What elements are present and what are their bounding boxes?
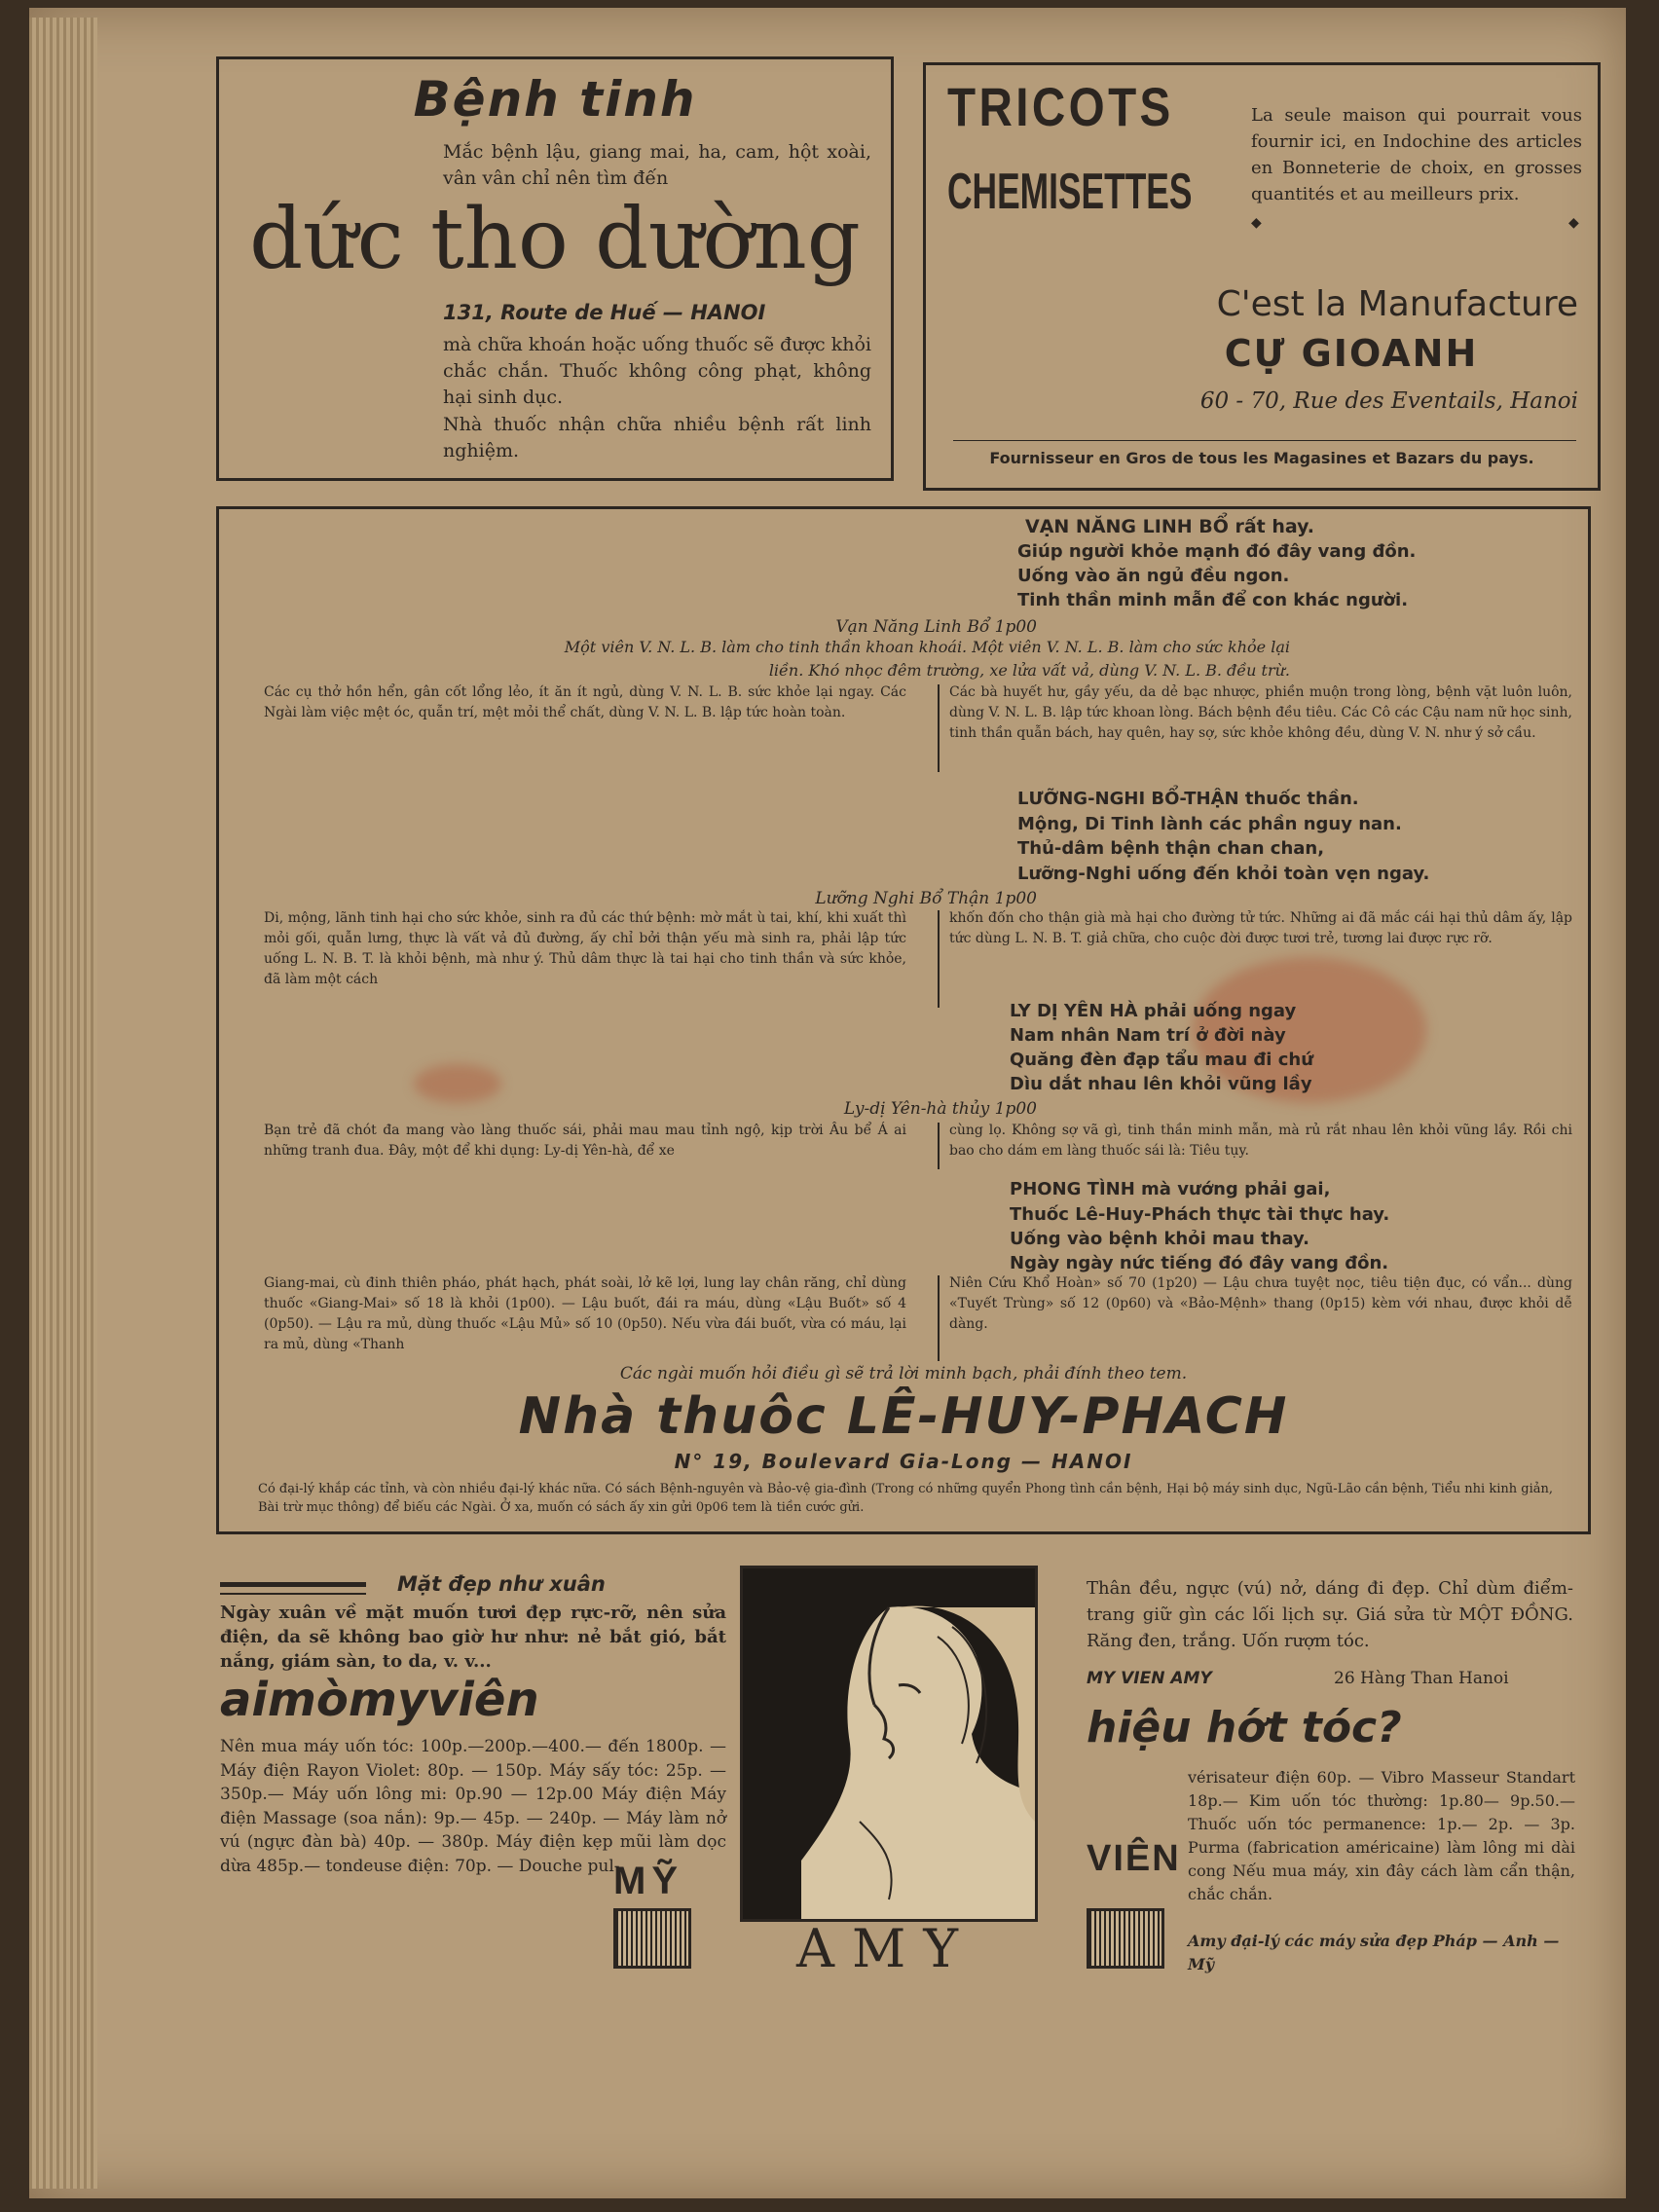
- ad4-slogan: Mặt đẹp như xuân: [397, 1572, 606, 1596]
- pt-right: Niên Cứu Khổ Hoàn» số 70 (1p20) — Lậu chưa tuyệt nọc, tiêu tiện đục, có vẩn... dùng «Tuyết Trùng» số 12 (0p60) và «Bảo-Mệnh» thang (0p15) kèm với nhau, được khỏi dễ dàng.: [949, 1275, 1572, 1332]
- vnlb-verse-1: Giúp người khỏe mạnh đó đây vang đồn.: [1017, 541, 1417, 562]
- column-divider: [938, 1275, 940, 1361]
- brand-title: Nhà thuôc LÊ-HUY-PHACH: [518, 1387, 1289, 1446]
- lnbt-signature: Lưỡng Nghi Bổ Thận 1p00: [815, 889, 1037, 908]
- ad4-brand: aimòmyviên: [220, 1673, 539, 1727]
- pt-left: Giang-mai, cù đinh thiên pháo, phát hạch, phát soài, lở kẽ lợi, lung lay chân răng, chỉ dùng thuốc «Giang-Mai» số 18 là khỏi (1p00). — Lậu buốt, đái ra máu, dùng «Lậu Buốt» số 4 (0p50). — Lậu ra mủ, dùng thuốc «Lậu Mủ» số 10 (0p50). Nếu vừa đái buốt, vừa có máu, lại ra mủ, dùng «Thanh: [264, 1275, 906, 1352]
- ad4-amy: AMY: [796, 1918, 976, 1979]
- ad2-word2: CHEMISETTES: [947, 164, 1193, 220]
- pt-heading: PHONG TÌNH mà vướng phải gai,: [1010, 1179, 1331, 1199]
- lyh-verse-3: Dìu dắt nhau lên khỏi vũng lầy: [1010, 1074, 1312, 1094]
- barcode-decoration: [1087, 1908, 1164, 1969]
- ad-tricots: [923, 62, 1601, 491]
- ad4-address-name: MY VIEN AMY: [1087, 1669, 1212, 1688]
- ad2-word1: TRICOTS: [947, 76, 1174, 137]
- lnbt-verse-2: Thủ-dâm bệnh thận chan chan,: [1017, 838, 1325, 859]
- ad4-vien: VIÊN: [1087, 1838, 1181, 1879]
- ad2-address: 60 - 70, Rue des Eventails, Hanoi: [1199, 388, 1578, 414]
- ad2-line2: CỰ GIOANH: [1224, 332, 1479, 375]
- diamond-icon: ◆: [1251, 215, 1262, 231]
- column-divider: [938, 684, 940, 772]
- ad1-body2: Nhà thuốc nhận chữa nhiều bệnh rất linh nghiệm.: [443, 414, 871, 461]
- page-edge: [29, 18, 97, 2189]
- ad1-title: Bệnh tinh: [413, 71, 697, 128]
- ad-le-huy-phach: [216, 506, 1591, 1534]
- column-divider: [938, 910, 940, 1008]
- barcode-decoration: [613, 1908, 691, 1969]
- vnlb-signature: Vạn Năng Linh Bổ 1p00: [835, 617, 1037, 637]
- ad4-right-tail: Amy đại-lý các máy sửa đẹp Pháp — Anh — Mỹ: [1188, 1932, 1560, 1973]
- pt-verse-2: Uống vào bệnh khỏi mau thay.: [1010, 1229, 1309, 1249]
- ad4-intro: Ngày xuân về mặt muốn tươi đẹp rực-rỡ, nên sửa điện, da sẽ không bao giờ hư như: nẻ bắt gió, bắt nắng, giám sàn, to da, v. v...: [220, 1603, 726, 1672]
- vnlb-intro: Một viên V. N. L. B. làm cho tinh thần khoan khoái. Một viên V. N. L. B. làm cho sức khỏe lại liền. Khó nhọc đêm trường, xe lửa vất vả, dùng V. N. L. B. đều trừ.: [564, 638, 1290, 680]
- ad4-my: MỸ: [613, 1860, 683, 1902]
- vnlb-verse-2: Uống vào ăn ngủ đều ngon.: [1017, 566, 1290, 586]
- lyh-signature: Ly-dị Yên-hà thủy 1p00: [843, 1099, 1037, 1119]
- ad2-desc: La seule maison qui pourrait vous fournir ici, en Indochine des articles en Bonneterie de choix, en grosses quantités et au meilleurs prix.: [1251, 105, 1582, 204]
- ad1-address: 131, Route de Huế — HANOI: [443, 301, 766, 324]
- ad4-right-intro: Thân đều, ngực (vú) nở, dáng đi đẹp. Chỉ dùm điểm-trang giữ gìn các lối lịch sự. Giá sửa từ MỘT ĐỒNG. Răng đen, trắng. Uốn rượm tóc.: [1087, 1578, 1573, 1651]
- stain: [414, 1064, 501, 1103]
- ad3-footer: Có đại-lý khắp các tỉnh, và còn nhiều đại-lý khác nữa. Có sách Bệnh-nguyên và Bảo-vệ gia-đình (Trong có những quyển Phong tình cần bệnh, Hại bộ máy sinh dục, Ngũ-Lão cần bệnh, Tiểu nhi kinh giản, Bài trừ mục thông) để biếu các Ngài. Ở xa, muốn có sách ấy xin gửi 0p06 tem là tiền cước gửi.: [258, 1482, 1553, 1515]
- ad2-line1: C'est la Manufacture: [1216, 284, 1578, 324]
- vnlb-left: Các cụ thở hồn hển, gân cốt lổng lẻo, ít ăn ít ngủ, dùng V. N. L. B. sức khỏe lại ngay. Các Ngài làm việc mệt óc, quẫn trí, mệt mỏi thể chất, dùng V. N. L. B. lập tức hoàn toàn.: [264, 684, 906, 720]
- newspaper-page: [29, 8, 1626, 2198]
- woman-portrait-illustration: [743, 1568, 1035, 1919]
- ad2-footer: Fournisseur en Gros de tous les Magasines et Bazars du pays.: [989, 449, 1534, 467]
- vnlb-verse-3: Tinh thần minh mẫn để con khác người.: [1017, 590, 1409, 610]
- diamond-icon: ◆: [1568, 215, 1579, 231]
- ad4-right-list: vérisateur điện 60p. — Vibro Masseur Standart 18p.— Kim uốn tóc thường: 1p.80— 9p.50.— Thuốc uốn tóc permanence: 1p.— 2p. — 3p. Purma (fabrication américaine) làm lông mi dài cong Nếu mua máy, xin đây cách làm cẩn thận, chắc chắn.: [1188, 1768, 1575, 1903]
- ad1-name: dức tho dường: [249, 191, 861, 288]
- ad4-address: 26 Hàng Than Hanoi: [1334, 1669, 1509, 1688]
- lnbt-heading: LƯỠNG-NGHI BỔ-THẬN thuốc thần.: [1017, 789, 1359, 809]
- contact-note: Các ngài muốn hỏi điều gì sẽ trả lời minh bạch, phải đính theo tem.: [619, 1364, 1188, 1383]
- lnbt-left: Di, mộng, lãnh tinh hại cho sức khỏe, sinh ra đủ các thứ bệnh: mờ mắt ù tai, khí, khi xuất thì mỏi gối, quẫn lưng, thực là vất vả đủ đường, ấy chỉ bởi thận yếu mà sinh ra, phải lập tức uống L. N. B. T. là khỏi bệnh, mà như ý. Thủ dâm thực là tai hại cho tinh thần và sức khỏe, đã làm một cách: [264, 910, 906, 987]
- lyh-verse-2: Quăng đèn đạp tẩu mau đi chứ: [1010, 1050, 1314, 1070]
- ad4-question: hiệu hớt tóc?: [1087, 1703, 1402, 1752]
- vnlb-heading: VẠN NĂNG LINH BỔ rất hay.: [1025, 516, 1314, 537]
- lyh-heading: LY DỊ YÊN HÀ phải uống ngay: [1010, 1001, 1297, 1021]
- ad-duc-tho-duong: [216, 56, 894, 481]
- column-divider: [938, 1123, 940, 1169]
- lyh-right: cùng lọ. Không sợ vã gì, tinh thần minh mẫn, mà rủ rắt nhau lên khỏi vũng lầy. Rồi chi bao cho dám em làng thuốc sái là: Tiêu tụy.: [949, 1123, 1572, 1159]
- lyh-verse-1: Nam nhân Nam trí ở đời này: [1010, 1025, 1286, 1046]
- ad1-body1: mà chữa khoán hoặc uống thuốc sẽ được khỏi chắc chắn. Thuốc không công phạt, không hại sinh dục.: [443, 334, 871, 408]
- pt-verse-1: Thuốc Lê-Huy-Phách thực tài thực hay.: [1010, 1204, 1390, 1225]
- vnlb-right: Các bà huyết hư, gầy yếu, da dẻ bạc nhược, phiền muộn trong lòng, bệnh vặt luôn luôn, dùng V. N. L. B. lập tức khoan lòng. Bách bệnh đều tiêu. Các Cô các Cậu nam nữ học sinh, tinh thần quẫn bách, hay quên, hay sợ, sức khỏe không đều, dùng V. N. như ý sở cầu.: [949, 684, 1572, 741]
- slogan-rule: [220, 1582, 366, 1595]
- lnbt-verse-1: Mộng, Di Tinh lành các phần nguy nan.: [1017, 814, 1402, 834]
- ad2-divider: [953, 440, 1576, 441]
- amy-portrait: [740, 1566, 1038, 1922]
- lyh-left: Bạn trẻ đã chót đa mang vào làng thuốc sái, phải mau mau tỉnh ngộ, kịp trời Âu bể Á ai những tranh đua. Đây, một để khi dụng: Ly-dị Yên-hà, để xe: [264, 1123, 906, 1159]
- ad4-left-list: Nên mua máy uốn tóc: 100p.—200p.—400.— đến 1800p. — Máy điện Rayon Violet: 80p. — 150p. Máy sấy tóc: 25p. — 350p.— Máy uốn lông mi: 0p.90 — 12p.00 Máy điện Máy điện Massage (soa nắn): 9p.— 45p. — 240p. — Máy làm nở vú (ngực đàn bà) 40p. — 380p. Máy điện kẹp mũi làm dọc dừa 485p.— tondeuse điện: 70p. — Douche pul-: [220, 1737, 726, 1876]
- ad1-intro: Mắc bệnh lậu, giang mai, ha, cam, hột xoài, vân vân chỉ nên tìm đến: [443, 141, 871, 189]
- brand-address: N° 19, Boulevard Gia-Long — HANOI: [674, 1450, 1133, 1473]
- pt-verse-3: Ngày ngày nức tiếng đó đây vang đồn.: [1010, 1253, 1389, 1273]
- lnbt-verse-3: Lưỡng-Nghi uống đến khỏi toàn vẹn ngay.: [1017, 864, 1430, 884]
- lnbt-right: khốn đốn cho thận già mà hại cho đường tử tức. Những ai đã mắc cái hại thủ dâm ấy, lập tức dùng L. N. B. T. giả chữa, cho cuộc đời được tươi trẻ, tương lai được rực rỡ.: [949, 910, 1572, 946]
